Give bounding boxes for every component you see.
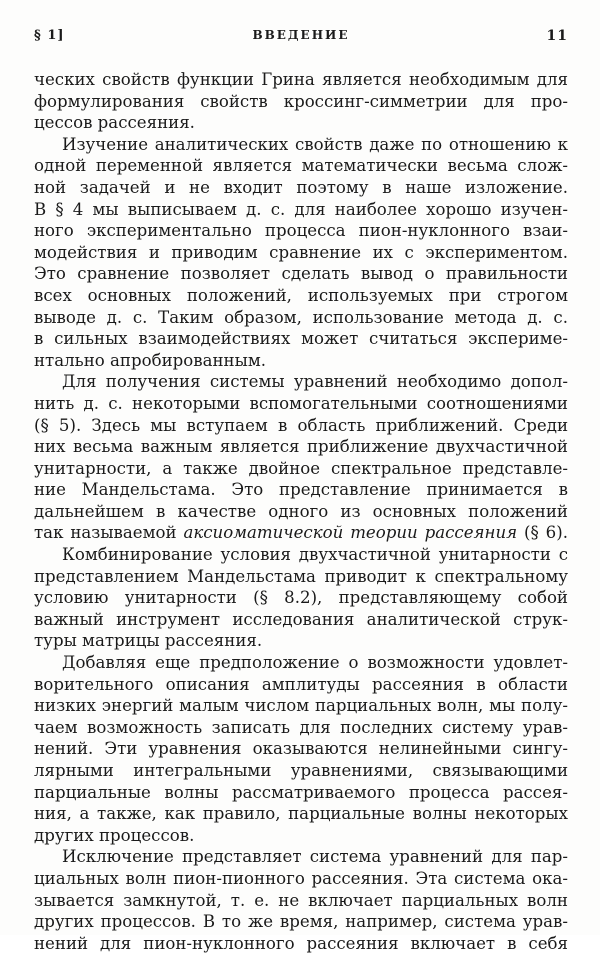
text-line: циальных волн пион-пионного рассеяния. Эта система ока- — [34, 868, 568, 888]
text-line: ной задачей и не входит поэтому в наше изложение. — [34, 177, 568, 197]
text-line: ния, а также, как правило, парциальные волны некоторых — [34, 804, 568, 824]
text-line: Исключение представляет система уравнений для пар- — [62, 847, 568, 867]
text-line: них весьма важным является приближение двухчастичной — [34, 437, 568, 457]
text-line: зывается замкнутой, т. е. не включает парциальных волн — [34, 890, 568, 910]
text-line: нений для пион-нуклонного рассеяния включает в себя — [34, 933, 568, 953]
text-line: ворительного описания амплитуды рассеяния в области — [34, 674, 568, 694]
text-line: представлением Мандельстама приводит к спектральному — [34, 566, 568, 586]
text-line: формулирования свойств кроссинг-симметрии для про- — [34, 91, 568, 111]
text-line: в сильных взаимодействиях может считаться экспериме- — [34, 329, 568, 349]
text-line: Добавляя еще предположение о возможности удовлет- — [62, 653, 568, 673]
text-line: всех основных положений, используемых при строгом — [34, 285, 568, 305]
text-line: парциальные волны рассматриваемого процесса рассея- — [34, 782, 568, 802]
text-line: нтально апробированным. — [34, 350, 267, 370]
text-line: лярными интегральными уравнениями, связывающими — [34, 761, 568, 780]
text-line: Для получения системы уравнений необходимо допол- — [62, 372, 568, 392]
text-line: важный инструмент исследования аналитической струк- — [34, 609, 568, 629]
text-line: (§ 5). Здесь мы вступаем в область приближений. Среди — [34, 415, 568, 435]
text-line: условию унитарности (§ 8.2), представляющему собой — [34, 588, 568, 608]
text-line: низких энергий малым числом парциальных волн, мы полу- — [34, 696, 568, 716]
italic-term: аксиоматической теории рассеяния — [183, 523, 518, 543]
text-line: других процессов. — [34, 825, 195, 845]
body-text — [34, 69, 568, 954]
text-line: цессов рассеяния. — [34, 113, 195, 133]
text-line: нить д. с. некоторыми вспомогательными соотношениями — [34, 393, 568, 413]
text-line: нений. Эти уравнения оказываются нелинейными сингу- — [34, 739, 568, 759]
text-line: модействия и приводим сравнение их с экспериментом. — [34, 242, 568, 262]
running-header — [34, 28, 568, 50]
text-fragment: (§ 6). — [517, 523, 568, 543]
text-line: туры матрицы рассеяния. — [34, 631, 263, 651]
text-line: унитарности, а также двойное спектральное представле- — [34, 458, 568, 478]
text-line: Это сравнение позволяет сделать вывод о правильности — [34, 264, 568, 284]
text-line: других процессов. В то же время, например, система урав- — [34, 912, 568, 932]
text-line: ного экспериментально процесса пион-нуклонного взаи- — [34, 221, 568, 241]
text-line: одной переменной является математически весьма слож- — [34, 156, 568, 176]
text-line: чаем возможность записать для последних систему урав- — [34, 717, 568, 737]
page-number: 11 — [546, 28, 568, 44]
text-line: Изучение аналитических свойств даже по отношению к — [62, 134, 568, 154]
chapter-title: ВВЕДЕНИЕ — [252, 28, 350, 42]
text-line-with-italic — [34, 522, 568, 544]
text-line: выводе д. с. Таким образом, использование метода д. с. — [34, 307, 568, 327]
section-marker: § 1] — [34, 28, 65, 43]
text-line: ние Мандельстама. Это представление принимается в — [34, 480, 568, 500]
text-fragment: так называемой — [34, 523, 184, 543]
text-line: дальнейшем в качестве одного из основных положений — [34, 501, 568, 521]
text-line: В § 4 мы выписываем д. с. для наиболее хорошо изучен- — [34, 199, 568, 219]
text-line: ческих свойств функции Грина является необходимым для — [34, 70, 568, 89]
text-line: Комбинирование условия двухчастичной унитарности с — [62, 545, 568, 565]
